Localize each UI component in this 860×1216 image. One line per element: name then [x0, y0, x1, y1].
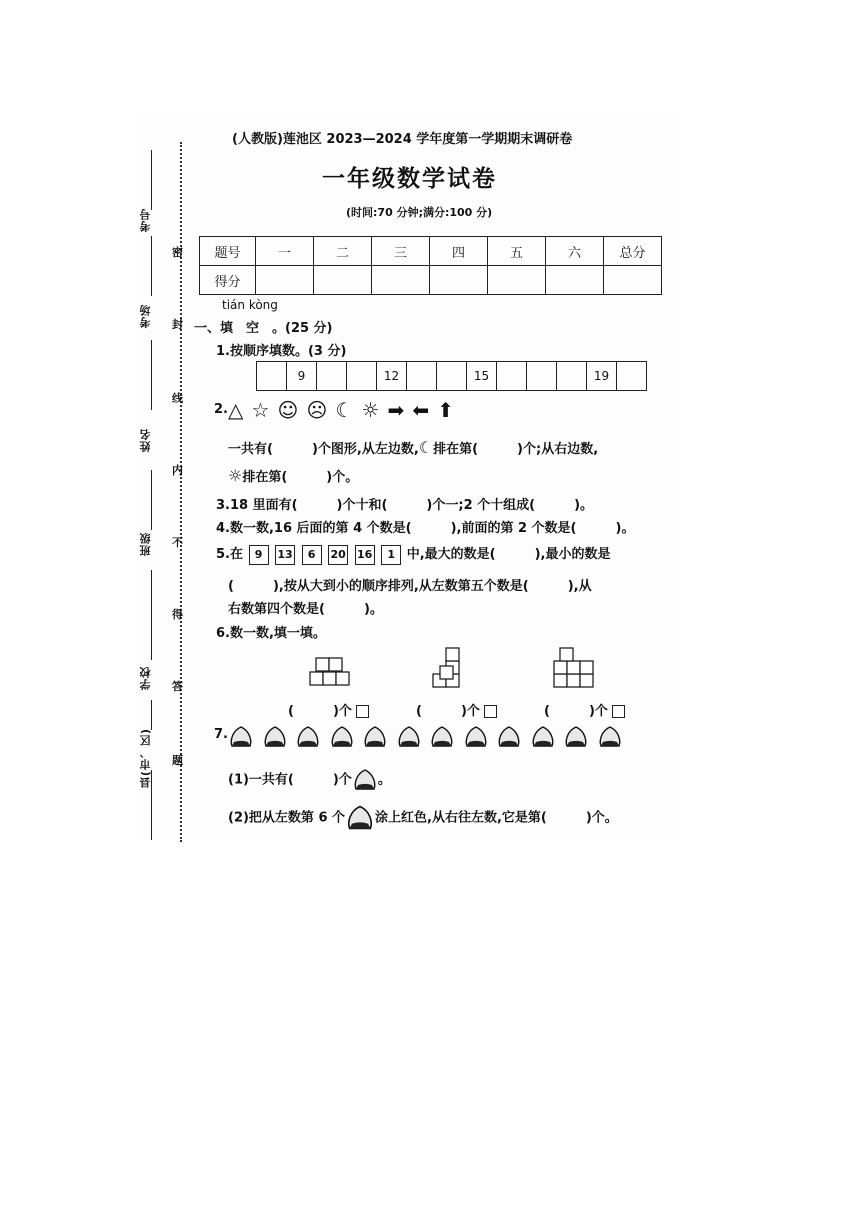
sequence-cell[interactable]	[317, 362, 347, 391]
question-5-line-1	[216, 543, 610, 565]
margin-line	[151, 570, 152, 660]
peach-icon[interactable]	[262, 725, 288, 749]
cube	[446, 648, 459, 661]
table-cell: 三	[372, 237, 430, 266]
cube	[323, 672, 336, 685]
moon-icon: ☾	[418, 438, 434, 457]
school-label: 学校	[139, 666, 152, 690]
cube	[560, 648, 573, 661]
score-input-cell[interactable]	[314, 266, 372, 295]
table-cell: 题号	[200, 237, 256, 266]
name-label: 姓名	[139, 428, 152, 452]
text: 涂上红色,从右往左数,它是第( )个。	[375, 810, 618, 826]
time-info: (时间:70 分钟;满分:100 分)	[346, 206, 493, 219]
question-6-answer-1	[288, 700, 369, 719]
sequence-cell[interactable]	[497, 362, 527, 391]
text: (1)一共有( )个	[228, 772, 352, 788]
seal-char: 内	[172, 464, 183, 477]
seal-char: 答	[172, 680, 183, 693]
cube	[580, 661, 593, 674]
triangle-icon: △	[228, 398, 244, 422]
exam-title: 一年级数学试卷	[322, 166, 497, 192]
question-2-line-1	[228, 438, 598, 457]
cube	[580, 674, 593, 687]
table-cell: 六	[546, 237, 604, 266]
star-icon: ☆	[251, 398, 270, 422]
cube	[554, 674, 567, 687]
text: 中,最大的数是( ),最小的数是	[406, 547, 611, 562]
score-input-cell[interactable]	[256, 266, 314, 295]
number-box: 16	[355, 545, 375, 565]
seal-char: 题	[172, 754, 183, 767]
cube	[440, 666, 453, 679]
moon-icon: ☾	[335, 398, 354, 422]
exam-room-label: 考场	[139, 304, 152, 328]
table-cell: 得分	[200, 266, 256, 295]
sun-icon: ☼	[361, 398, 380, 422]
question-6: 6.数一数,填一填。	[216, 626, 326, 641]
text: 排在第( )个。	[242, 470, 359, 485]
table-cell: 一	[256, 237, 314, 266]
question-5-line-3: 右数第四个数是( )。	[228, 602, 383, 617]
question-4: 4.数一数,16 后面的第 4 个数是( ),前面的第 2 个数是( )。	[216, 521, 635, 536]
right-arrow-icon: ➡	[387, 398, 405, 422]
section-title: 一、填 空 。(25 分)	[194, 321, 333, 336]
text: 一共有( )个图形,从左边数,	[228, 442, 419, 457]
exam-number-label: 考号	[139, 208, 152, 232]
seal-char: 得	[172, 608, 183, 621]
score-input-cell[interactable]	[546, 266, 604, 295]
text: (2)把从左数第 6 个	[228, 810, 346, 826]
table-row	[200, 237, 662, 266]
sequence-cell[interactable]	[527, 362, 557, 391]
sequence-cell: 12	[377, 362, 407, 391]
exam-subtitle: (人教版)莲池区 2023—2024 学年度第一学期期末调研卷	[232, 132, 573, 147]
sequence-cell: 19	[587, 362, 617, 391]
peach-icon[interactable]	[329, 725, 355, 749]
peach-icon[interactable]	[496, 725, 522, 749]
county-label: 县(市、区)	[139, 728, 152, 789]
number-box: 20	[328, 545, 348, 565]
question-7-part-2	[228, 804, 618, 832]
seal-char: 线	[172, 392, 183, 405]
sequence-boxes	[256, 361, 647, 391]
smile-face-icon: ☺	[277, 398, 299, 422]
cube	[567, 674, 580, 687]
question-7-number: 7.	[214, 727, 228, 742]
peach-icon[interactable]	[597, 725, 623, 749]
margin-line	[151, 470, 152, 530]
peach-icon[interactable]	[463, 725, 489, 749]
peach-icon	[352, 768, 378, 792]
up-arrow-icon: ⬆	[437, 398, 454, 422]
peach-icon[interactable]	[228, 725, 254, 749]
table-row	[257, 362, 647, 391]
text: ( )个	[416, 704, 480, 719]
sequence-cell[interactable]	[437, 362, 467, 391]
table-row	[200, 266, 662, 295]
left-arrow-icon: ⬅	[412, 398, 430, 422]
cube-stacks	[300, 646, 620, 692]
seal-char: 不	[172, 536, 183, 549]
shape-row	[228, 398, 457, 422]
peach-icon[interactable]	[396, 725, 422, 749]
margin-line	[151, 150, 152, 210]
sun-icon: ☼	[228, 466, 243, 485]
question-6-answer-3	[544, 700, 625, 719]
cube	[310, 672, 323, 685]
question-6-answer-2	[416, 700, 497, 719]
score-input-cell[interactable]	[488, 266, 546, 295]
score-input-cell[interactable]	[430, 266, 488, 295]
sequence-cell: 9	[287, 362, 317, 391]
peach-icon[interactable]	[362, 725, 388, 749]
sequence-cell[interactable]	[617, 362, 647, 391]
number-box: 1	[381, 545, 401, 565]
text: 排在第( )个;从右边数,	[433, 442, 599, 457]
section-pinyin: tián kòng	[222, 298, 278, 312]
question-2-number: 2.	[214, 402, 228, 417]
sequence-cell: 15	[467, 362, 497, 391]
score-input-cell[interactable]	[604, 266, 662, 295]
margin-line	[151, 340, 152, 410]
sequence-cell[interactable]	[557, 362, 587, 391]
score-table	[199, 236, 662, 295]
cube-icon	[612, 705, 625, 718]
sequence-cell[interactable]	[407, 362, 437, 391]
margin-line	[151, 700, 152, 730]
sequence-cell[interactable]	[257, 362, 287, 391]
score-input-cell[interactable]	[372, 266, 430, 295]
cube-icon	[356, 705, 369, 718]
cube	[336, 672, 349, 685]
number-box: 9	[249, 545, 269, 565]
seal-char: 密	[172, 246, 183, 259]
text: ( )个	[544, 704, 608, 719]
peach-icon[interactable]	[429, 725, 455, 749]
seal-char: 封	[172, 318, 183, 331]
class-label: 班级	[139, 532, 152, 556]
peach-icon[interactable]	[530, 725, 556, 749]
text: 5.在	[216, 547, 243, 562]
number-box: 6	[302, 545, 322, 565]
margin-line	[151, 236, 152, 296]
cube	[316, 658, 329, 671]
number-box: 13	[275, 545, 295, 565]
sad-face-icon: ☹	[306, 398, 328, 422]
peach-icon[interactable]	[563, 725, 589, 749]
question-5-line-2: ( ),按从大到小的顺序排列,从左数第五个数是( ),从	[228, 579, 592, 594]
table-cell: 四	[430, 237, 488, 266]
cube-icon	[484, 705, 497, 718]
table-cell: 总分	[604, 237, 662, 266]
question-7-part-1	[228, 768, 391, 792]
text: 。	[377, 772, 391, 788]
cube	[329, 658, 342, 671]
table-cell: 二	[314, 237, 372, 266]
table-cell: 五	[488, 237, 546, 266]
peach-icon	[345, 804, 375, 832]
cube	[567, 661, 580, 674]
text: ( )个	[288, 704, 352, 719]
sequence-cell[interactable]	[347, 362, 377, 391]
question-1: 1.按顺序填数。(3 分)	[216, 344, 347, 359]
cube	[554, 661, 567, 674]
question-3: 3.18 里面有( )个十和( )个一;2 个十组成( )。	[216, 498, 594, 513]
peach-icon[interactable]	[295, 725, 321, 749]
question-2-line-2	[228, 466, 358, 485]
